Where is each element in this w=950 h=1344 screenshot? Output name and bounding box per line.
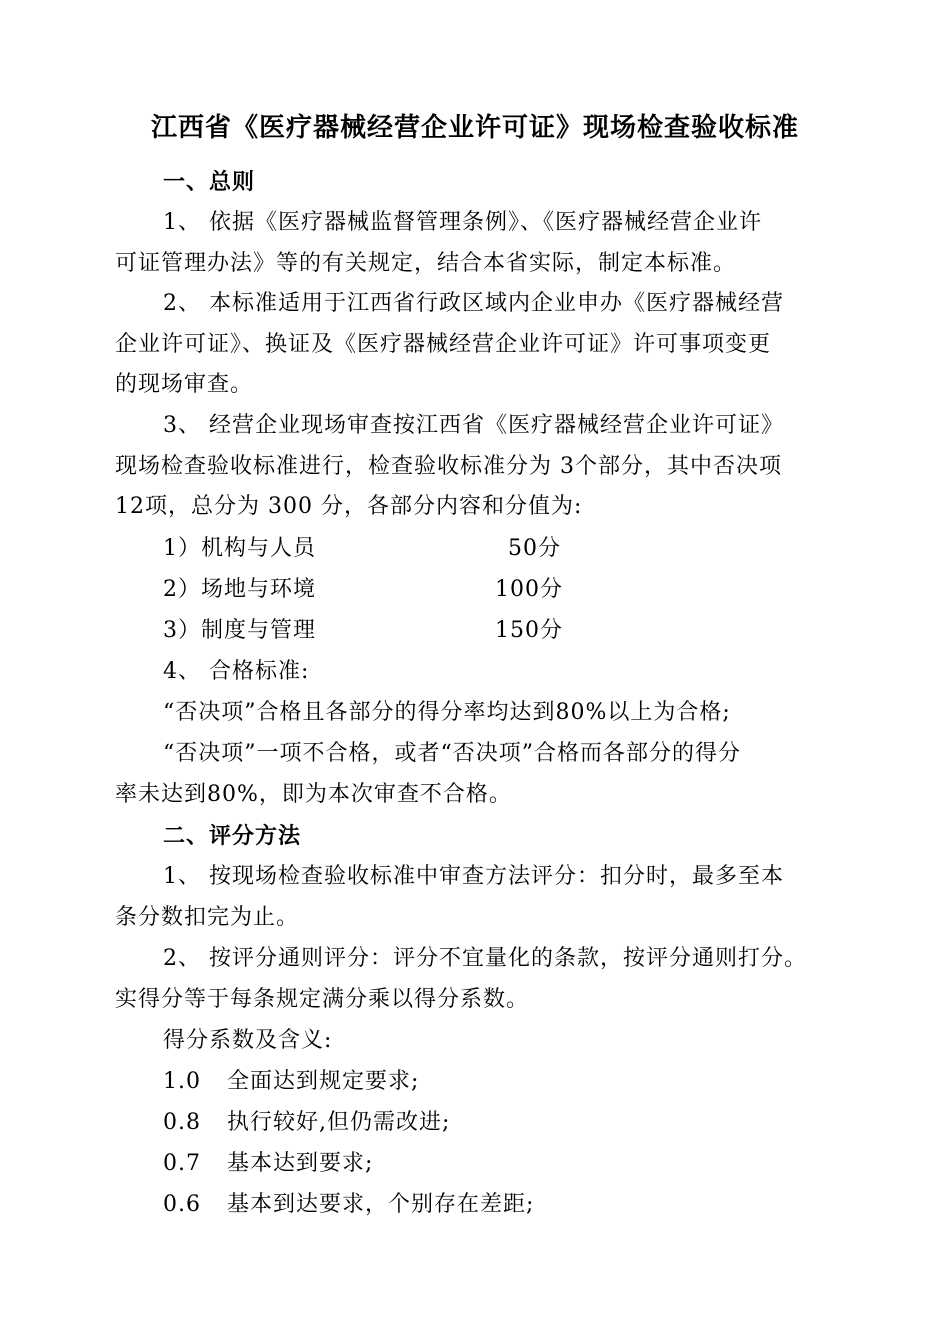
coefficient-1-meaning: 全面达到规定要求; xyxy=(227,1069,420,1094)
part-item-1-score: 50分 xyxy=(508,536,561,561)
coefficient-3-meaning: 基本达到要求; xyxy=(227,1151,374,1176)
coefficient-3-value: 0.7 xyxy=(163,1151,201,1176)
part-item-1-name: 1）机构与人员 xyxy=(163,536,316,561)
paragraph-4-line-2: “否决项”合格且各部分的得分率均达到80%以上为合格; xyxy=(163,700,731,725)
coefficient-4-meaning: 基本到达要求，个别存在差距; xyxy=(227,1192,535,1217)
part-item-3-name: 3）制度与管理 xyxy=(163,618,316,643)
paragraph-4-line-1: 4、 合格标准: xyxy=(163,659,310,684)
paragraph-2-line-3: 的现场审查。 xyxy=(115,372,254,397)
paragraph-1-line-2: 可证管理办法》等的有关规定，结合本省实际，制定本标准。 xyxy=(115,251,737,276)
coefficient-heading: 得分系数及含义: xyxy=(163,1028,333,1053)
coefficient-1-value: 1.0 xyxy=(163,1069,201,1094)
paragraph-2-line-1: 2、 本标准适用于江西省行政区域内企业申办《医疗器械经营 xyxy=(163,291,784,316)
scoring-paragraph-2-line-1: 2、 按评分通则评分：评分不宜量化的条款，按评分通则打分。 xyxy=(163,946,807,971)
scoring-paragraph-1-line-2: 条分数扣完为止。 xyxy=(115,905,300,930)
section-heading-general: 一、总则 xyxy=(163,169,256,195)
paragraph-2-line-2: 企业许可证》、换证及《医疗器械经营企业许可证》许可事项变更 xyxy=(115,332,772,357)
part-item-2-name: 2）场地与环境 xyxy=(163,577,316,602)
paragraph-4-line-4: 率未达到80%，即为本次审查不合格。 xyxy=(115,782,512,807)
scoring-paragraph-1-line-1: 1、 按现场检查验收标准中审查方法评分：扣分时，最多至本 xyxy=(163,864,784,889)
paragraph-4-line-3: “否决项”一项不合格，或者“否决项”合格而各部分的得分 xyxy=(163,741,741,766)
coefficient-2-value: 0.8 xyxy=(163,1110,201,1135)
paragraph-3-line-2: 现场检查验收标准进行，检查验收标准分为 3个部分，其中否决项 xyxy=(115,454,782,479)
coefficient-4-value: 0.6 xyxy=(163,1192,201,1217)
paragraph-3-line-1: 3、 经营企业现场审查按江西省《医疗器械经营企业许可证》 xyxy=(163,413,784,438)
document-title: 江西省《医疗器械经营企业许可证》现场检查验收标准 xyxy=(150,113,799,143)
scoring-paragraph-2-line-2: 实得分等于每条规定满分乘以得分系数。 xyxy=(115,987,530,1012)
part-item-3-score: 150分 xyxy=(495,618,563,643)
part-item-2-score: 100分 xyxy=(495,577,563,602)
paragraph-1-line-1: 1、 依据《医疗器械监督管理条例》、《医疗器械经营企业许 xyxy=(163,210,762,235)
paragraph-3-line-3: 12项，总分为 300 分，各部分内容和分值为: xyxy=(115,494,583,519)
section-heading-scoring: 二、评分方法 xyxy=(163,823,302,849)
coefficient-2-meaning: 执行较好,但仍需改进; xyxy=(227,1110,451,1135)
